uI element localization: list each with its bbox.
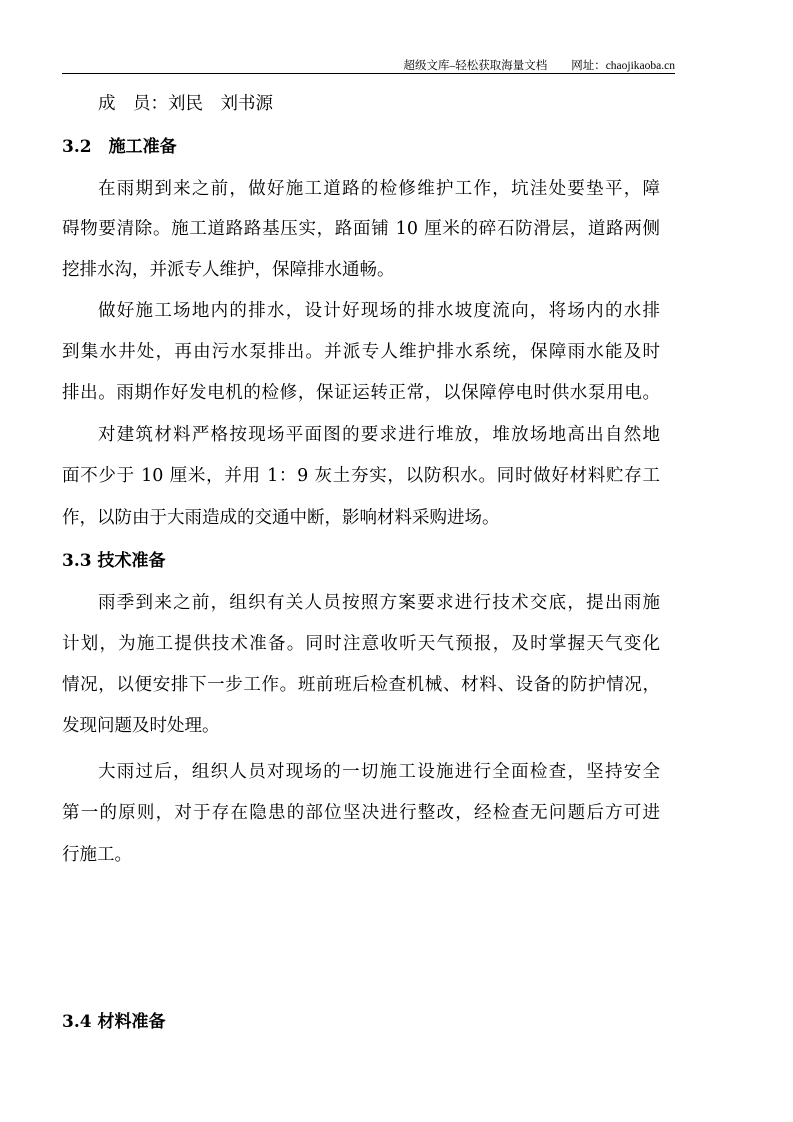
- paragraph-line: 到集水井处，再由污水泵排出。并派专人维护排水系统，保障雨水能及时: [62, 342, 660, 362]
- paragraph-line: 第一的原则，对于存在隐患的部位坚决进行整改，经检查无问题后方可进: [62, 803, 660, 823]
- paragraph-line: 发现问题及时处理。: [62, 716, 220, 736]
- header-url: 网址：chaojikaoba.cn: [571, 60, 675, 72]
- paragraph-line: 作，以防由于大雨造成的交通中断，影响材料采购进场。: [62, 508, 500, 528]
- members-line: 成 员：刘民 刘书源: [98, 94, 273, 114]
- paragraph-line: 在雨期到来之前，做好施工道路的检修维护工作，坑洼处要垫平，障: [98, 179, 660, 199]
- paragraph-line: 计划，为施工提供技术准备。同时注意收听天气预报，及时掌握天气变化: [62, 634, 660, 654]
- paragraph-line: 行施工。: [62, 845, 132, 865]
- paragraph-line: 挖排水沟，并派专人维护，保障排水通畅。: [62, 260, 395, 280]
- header-site: 超级文库–轻松获取海量文档: [403, 60, 548, 72]
- paragraph-line: 情况，以便安排下一步工作。班前班后检查机械、材料、设备的防护情况，: [62, 675, 660, 695]
- paragraph-line: 排出。雨期作好发电机的检修，保证运转正常，以保障停电时供水泵用电。: [62, 383, 660, 403]
- paragraph-line: 碍物要清除。施工道路路基压实，路面铺 10 厘米的碎石防滑层，道路两侧: [62, 219, 660, 239]
- paragraph-line: 雨季到来之前，组织有关人员按照方案要求进行技术交底，提出雨施: [98, 593, 660, 613]
- header-rule: [62, 73, 675, 74]
- heading-3-2: 3.2 施工准备: [62, 137, 177, 157]
- paragraph-line: 面不少于 10 厘米，并用 1：9 灰土夯实，以防积水。同时做好材料贮存工: [62, 466, 660, 486]
- paragraph-line: 大雨过后，组织人员对现场的一切施工设施进行全面检查，坚持安全: [98, 762, 660, 782]
- heading-3-3: 3.3 技术准备: [62, 551, 166, 571]
- heading-3-4: 3.4 材料准备: [62, 1012, 166, 1032]
- page-header: [403, 57, 675, 73]
- paragraph-line: 对建筑材料严格按现场平面图的要求进行堆放，堆放场地高出自然地: [98, 425, 660, 445]
- paragraph-line: 做好施工场地内的排水，设计好现场的排水坡度流向，将场内的水排: [98, 301, 660, 321]
